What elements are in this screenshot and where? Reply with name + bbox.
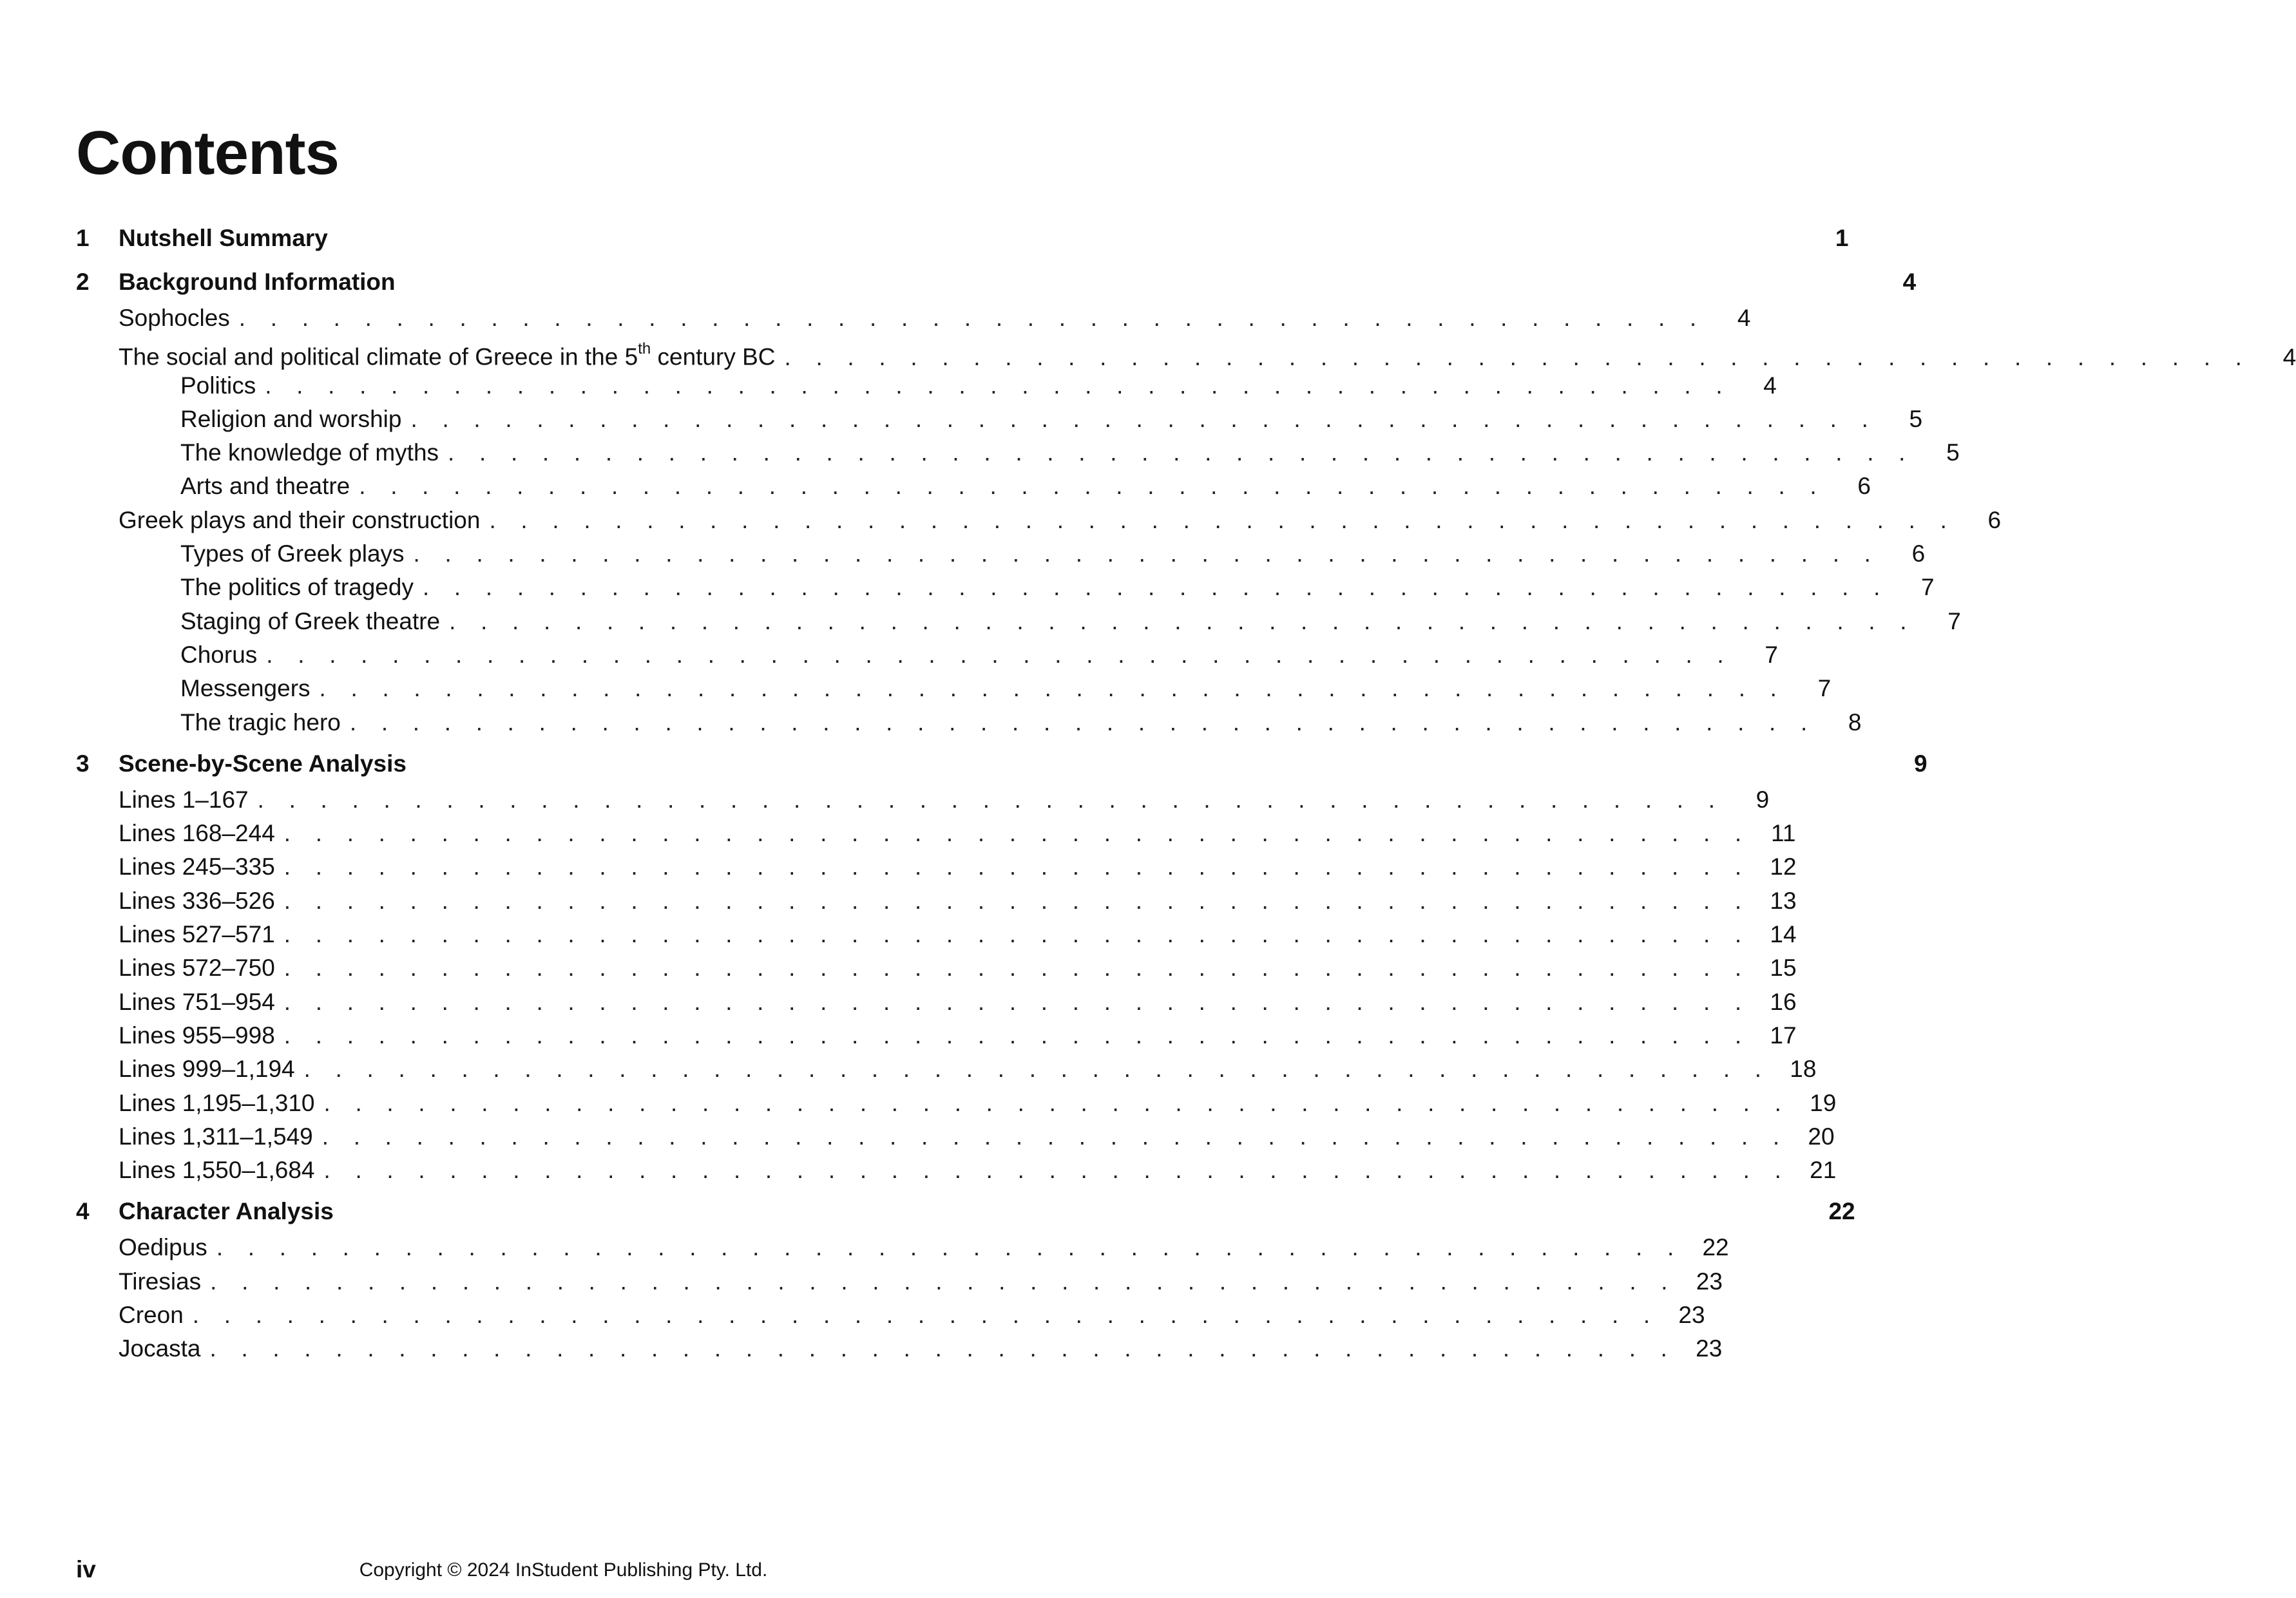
toc-entry[interactable] <box>76 850 1797 884</box>
toc-entry[interactable] <box>76 1231 1729 1264</box>
toc-subentry[interactable] <box>76 436 1960 470</box>
toc-subentry[interactable] <box>76 369 1777 403</box>
entry-title: Staging of Greek theatre <box>180 607 441 634</box>
page-number: 7 <box>1947 607 1961 634</box>
page-number: 23 <box>1696 1268 1723 1295</box>
toc-entry[interactable] <box>76 1265 1723 1298</box>
page-number: 6 <box>1987 506 2002 533</box>
entry-title: Lines 336–526 <box>119 887 275 914</box>
dot-leader: . . . . . . . . . . . . . . . . . . . . . . . . . . . . . . . . . . . . . . . . . . . . . . . <box>359 473 1826 500</box>
toc-entry[interactable] <box>76 1019 1797 1052</box>
copyright-notice: Copyright © 2024 InStudent Publishing Pty. Ltd. <box>359 1559 768 1581</box>
toc-subentry[interactable] <box>76 706 1862 739</box>
page-number: 4 <box>1737 305 1751 331</box>
dot-leader: . . . . . . . . . . . . . . . . . . . . . . . . . . . . . . . . . . . . . . . . . . . . . . . <box>349 709 1817 736</box>
entry-title: The tragic hero <box>180 709 341 736</box>
dot-leader: . . . . . . . . . . . . . . . . . . . . . . . . . . . . . . . . . . . . . . . . . . . . . . . <box>489 506 1956 533</box>
toc-entry[interactable] <box>76 783 1770 817</box>
page-number: 7 <box>1765 641 1778 668</box>
toc-entry[interactable] <box>76 1120 1835 1154</box>
toc-entry[interactable] <box>76 817 1796 850</box>
page-number: 4 <box>1763 372 1777 399</box>
page-number: 8 <box>1848 709 1862 736</box>
chapter-number: 4 <box>76 1198 90 1225</box>
page-number: 6 <box>1911 540 1926 567</box>
toc-entry[interactable] <box>76 1087 1837 1120</box>
dot-leader: . . . . . . . . . . . . . . . . . . . . . . . . . . . . . . . . . . . . . . . . . . . . . . . <box>210 1268 1677 1295</box>
page-number: 22 <box>1828 1198 1855 1225</box>
dot-leader: . . . . . . . . . . . . . . . . . . . . . . . . . . . . . . . . . . . . . . . . . . . . . . . <box>448 439 1915 466</box>
dot-leader: . . . . . . . . . . . . . . . . . . . . . . . . . . . . . . . . . . . . . . . . . . . . . . . <box>413 540 1880 567</box>
toc-chapter[interactable] <box>76 745 1928 783</box>
page-title: Contents <box>76 119 339 187</box>
toc-entry[interactable] <box>76 1154 1837 1187</box>
page-number: 15 <box>1770 955 1797 982</box>
chapter-number: 2 <box>76 269 90 295</box>
dot-leader: . . . . . . . . . . . . . . . . . . . . . . . . . . . . . . . . . . . . . . . . . . . . . . . <box>303 1056 1771 1083</box>
toc-subentry[interactable] <box>76 571 1935 604</box>
page-number: 4 <box>1902 269 1917 295</box>
footer-page-number: iv <box>76 1556 96 1583</box>
toc-entry[interactable] <box>76 1298 1705 1332</box>
page-number: 20 <box>1808 1123 1835 1150</box>
toc-subentry[interactable] <box>76 470 1871 503</box>
dot-leader: . . . . . . . . . . . . . . . . . . . . . . . . . . . . . . . . . . . . . . . . . . . . . . . <box>422 574 1889 601</box>
dot-leader: . . . . . . . . . . . . . . . . . . . . . . . . . . . . . . . . . . . . . . . . . . . . . . . <box>784 343 2252 370</box>
page-number: 1 <box>1835 225 1849 251</box>
toc-subentry[interactable] <box>76 403 1923 436</box>
toc-entry[interactable] <box>76 951 1797 985</box>
chapter-title: Scene-by-Scene Analysis <box>119 750 407 777</box>
entry-title: Sophocles <box>119 305 230 331</box>
dot-leader: . . . . . . . . . . . . . . . . . . . . . . . . . . . . . . . . . . . . . . . . . . . . . . . <box>265 372 1732 399</box>
chapter-title: Character Analysis <box>119 1198 334 1225</box>
entry-title-part: century BC <box>651 343 776 370</box>
entry-title: Lines 168–244 <box>119 820 275 847</box>
dot-leader: . . . . . . . . . . . . . . . . . . . . . . . . . . . . . . . . . . . . . . . . . . . . . . . <box>319 675 1786 702</box>
page-number: 12 <box>1770 853 1797 880</box>
entry-title: Lines 1,311–1,549 <box>119 1123 313 1150</box>
entry-title: The knowledge of myths <box>180 439 439 466</box>
entry-title: Chorus <box>180 641 258 668</box>
toc-entry[interactable] <box>76 884 1797 918</box>
chapter-title: Background Information <box>119 269 396 295</box>
dot-leader: . . . . . . . . . . . . . . . . . . . . . . . . . . . . . . . . . . . . . . . . . . . . . . . <box>323 1089 1791 1116</box>
toc-entry[interactable] <box>76 335 2296 370</box>
toc-entry[interactable] <box>76 1052 1817 1086</box>
page-number: 17 <box>1770 1022 1797 1049</box>
page-number: 23 <box>1696 1335 1723 1362</box>
entry-title: Messengers <box>180 675 311 702</box>
page-number: 19 <box>1810 1089 1837 1116</box>
entry-title: Oedipus <box>119 1234 207 1261</box>
page-number: 9 <box>1755 786 1770 813</box>
page-number: 7 <box>1921 574 1935 601</box>
dot-leader: . . . . . . . . . . . . . . . . . . . . . . . . . . . . . . . . . . . . . . . . . . . . . . . <box>266 641 1733 668</box>
toc-subentry[interactable] <box>76 537 1926 571</box>
dot-leader: . . . . . . . . . . . . . . . . . . . . . . . . . . . . . . . . . . . . . . . . . . . . . . . <box>192 1302 1660 1329</box>
dot-leader: . . . . . . . . . . . . . . . . . . . . . . . . . . . . . . . . . . . . . . . . . . . . . . . <box>238 305 1706 331</box>
page-number: 18 <box>1790 1056 1817 1083</box>
page-number: 23 <box>1678 1302 1705 1329</box>
entry-title: Lines 1,550–1,684 <box>119 1157 315 1184</box>
dot-leader: . . . . . . . . . . . . . . . . . . . . . . . . . . . . . . . . . . . . . . . . . . . . . . . <box>257 786 1725 813</box>
dot-leader: . . . . . . . . . . . . . . . . . . . . . . . . . . . . . . . . . . . . . . . . . . . . . . . <box>410 405 1878 432</box>
entry-title: Lines 1,195–1,310 <box>119 1089 315 1116</box>
chapter-number: 3 <box>76 750 90 777</box>
dot-leader: . . . . . . . . . . . . . . . . . . . . . . . . . . . . . . . . . . . . . . . . . . . . . . . <box>283 887 1751 914</box>
entry-title: Creon <box>119 1302 184 1329</box>
page-number: 6 <box>1857 473 1871 500</box>
toc-entry[interactable] <box>76 918 1797 951</box>
page-number: 21 <box>1810 1157 1837 1184</box>
toc-chapter[interactable] <box>76 1192 1855 1231</box>
entry-title-part: The social and political climate of Greece in the 5 <box>119 343 638 370</box>
dot-leader: . . . . . . . . . . . . . . . . . . . . . . . . . . . . . . . . . . . . . . . . . . . . . . . <box>283 988 1751 1015</box>
page-number: 5 <box>1946 439 1960 466</box>
entry-title: Lines 527–571 <box>119 921 275 948</box>
toc-chapter[interactable] <box>76 219 1849 258</box>
entry-title: Lines 245–335 <box>119 853 275 880</box>
entry-title: Lines 955–998 <box>119 1022 275 1049</box>
dot-leader: . . . . . . . . . . . . . . . . . . . . . . . . . . . . . . . . . . . . . . . . . . . . . . . <box>209 1335 1677 1362</box>
toc-entry[interactable] <box>76 301 1751 335</box>
dot-leader: . . . . . . . . . . . . . . . . . . . . . . . . . . . . . . . . . . . . . . . . . . . . . . . <box>283 820 1751 847</box>
toc-chapter[interactable] <box>76 263 1917 301</box>
entry-title: Politics <box>180 372 256 399</box>
page-number: 16 <box>1770 988 1797 1015</box>
entry-title: The politics of tragedy <box>180 574 414 601</box>
dot-leader: . . . . . . . . . . . . . . . . . . . . . . . . . . . . . . . . . . . . . . . . . . . . . . . <box>283 853 1751 880</box>
dot-leader: . . . . . . . . . . . . . . . . . . . . . . . . . . . . . . . . . . . . . . . . . . . . . . . <box>283 921 1751 948</box>
entry-title: Lines 572–750 <box>119 955 275 982</box>
page-number: 5 <box>1909 405 1923 432</box>
entry-title: Arts and theatre <box>180 473 350 500</box>
entry-title: Lines 999–1,194 <box>119 1056 295 1083</box>
toc-subentry[interactable] <box>76 638 1778 672</box>
entry-title: Lines 1–167 <box>119 786 249 813</box>
chapter-title: Nutshell Summary <box>119 225 328 251</box>
dot-leader: . . . . . . . . . . . . . . . . . . . . . . . . . . . . . . . . . . . . . . . . . . . . . . . <box>323 1157 1791 1184</box>
page-number: 11 <box>1770 820 1796 847</box>
page-number: 13 <box>1770 887 1797 914</box>
page-number: 4 <box>2282 343 2296 370</box>
superscript: th <box>638 340 651 358</box>
entry-title: Types of Greek plays <box>180 540 405 567</box>
entry-title: Religion and worship <box>180 405 402 432</box>
entry-title: Tiresias <box>119 1268 202 1295</box>
dot-leader: . . . . . . . . . . . . . . . . . . . . . . . . . . . . . . . . . . . . . . . . . . . . . . . <box>216 1234 1683 1261</box>
entry-title: Jocasta <box>119 1335 201 1362</box>
page-number: 22 <box>1702 1234 1729 1261</box>
dot-leader: . . . . . . . . . . . . . . . . . . . . . . . . . . . . . . . . . . . . . . . . . . . . . . . <box>283 955 1751 982</box>
page-number: 7 <box>1817 675 1832 702</box>
dot-leader: . . . . . . . . . . . . . . . . . . . . . . . . . . . . . . . . . . . . . . . . . . . . . . . <box>321 1123 1789 1150</box>
dot-leader: . . . . . . . . . . . . . . . . . . . . . . . . . . . . . . . . . . . . . . . . . . . . . . . <box>449 607 1916 634</box>
entry-title: Greek plays and their construction <box>119 506 481 533</box>
toc-entry[interactable] <box>76 985 1797 1019</box>
table-of-contents <box>76 219 2296 1366</box>
page-number: 14 <box>1770 921 1797 948</box>
entry-title <box>119 335 776 374</box>
toc-entry[interactable] <box>76 1332 1723 1365</box>
page-number: 9 <box>1914 750 1928 777</box>
toc-subentry[interactable] <box>76 672 1832 705</box>
entry-title: Lines 751–954 <box>119 988 275 1015</box>
chapter-number: 1 <box>76 225 90 251</box>
toc-subentry[interactable] <box>76 605 1961 638</box>
dot-leader: . . . . . . . . . . . . . . . . . . . . . . . . . . . . . . . . . . . . . . . . . . . . . . . <box>283 1022 1751 1049</box>
toc-entry[interactable] <box>76 504 2002 537</box>
